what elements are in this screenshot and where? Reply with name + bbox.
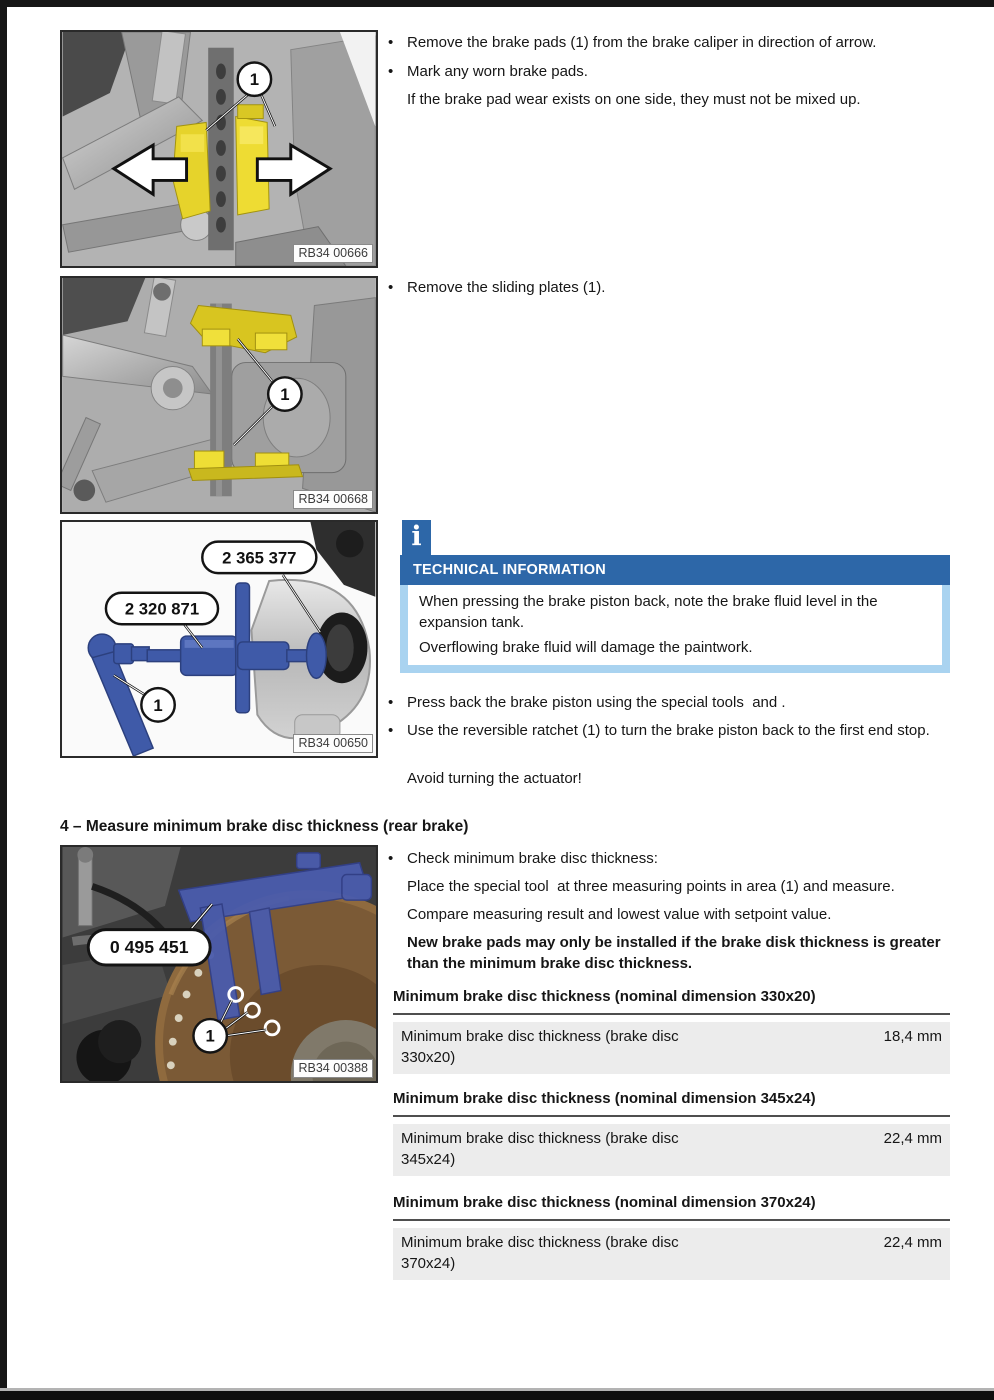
figure-caption: RB34 00650 xyxy=(293,734,373,753)
divider xyxy=(393,1013,950,1015)
figure-caption: RB34 00668 xyxy=(293,490,373,509)
spec-label: Minimum brake disc thickness (brake disc 330x20) xyxy=(401,1028,679,1066)
divider xyxy=(393,1115,950,1117)
bullet-icon xyxy=(388,32,407,53)
warning-text: New brake pads may only be installed if the brake disk thickness is greater than the minimum brake disc thickness. xyxy=(407,934,941,972)
table-row xyxy=(393,1228,950,1280)
instruction-bullet xyxy=(388,61,953,82)
figure-sliding-plates xyxy=(60,276,378,514)
figure-disc-measurement xyxy=(60,845,378,1083)
spec-label: Minimum brake disc thickness (brake disc 370x24) xyxy=(401,1234,679,1272)
instruction-note: Compare measuring result and lowest value with setpoint value. xyxy=(407,906,832,923)
instruction-bullet xyxy=(388,32,953,53)
bullet-icon xyxy=(388,720,407,741)
info-box-text: Overflowing brake fluid will damage the paintwork. xyxy=(419,639,753,656)
bullet-icon xyxy=(388,848,407,869)
figure-caption: RB34 00666 xyxy=(293,244,373,263)
spec-value: 18,4 mm xyxy=(883,1028,942,1045)
page-top-border xyxy=(0,0,994,7)
callout-tool-label: 0 495 451 xyxy=(109,937,189,958)
bullet-icon xyxy=(388,692,407,713)
sliding-plate-bottom xyxy=(194,451,223,469)
callout-tool-b-label: 2 320 871 xyxy=(124,599,200,619)
spec-value: 22,4 mm xyxy=(883,1234,942,1251)
disc-measurement-photo xyxy=(62,847,376,1081)
spec-table-heading: Minimum brake disc thickness (nominal dimension 330x20) xyxy=(393,988,816,1005)
spec-table-heading: Minimum brake disc thickness (nominal dimension 370x24) xyxy=(393,1194,816,1211)
instruction-text: Press back the brake piston using the special tools and . xyxy=(407,694,786,711)
callout-tool-a-label: 2 365 377 xyxy=(222,548,297,568)
spec-label: Minimum brake disc thickness (brake disc 345x24) xyxy=(401,1130,679,1168)
info-box-title: TECHNICAL INFORMATION xyxy=(400,555,950,585)
section-heading: 4 – Measure minimum brake disc thickness (rear brake) xyxy=(60,818,469,835)
table-row xyxy=(393,1022,950,1074)
bullet-icon xyxy=(388,277,407,298)
brake-pads-illustration xyxy=(62,32,376,266)
page-bottom-border xyxy=(0,1388,994,1400)
instruction-bullet xyxy=(388,277,953,298)
instruction-text: Check minimum brake disc thickness: xyxy=(407,850,658,867)
sliding-plates-illustration xyxy=(62,278,376,512)
callout-1-label: 1 xyxy=(280,384,290,404)
spec-value: 22,4 mm xyxy=(883,1130,942,1147)
spec-table-345x24 xyxy=(393,1088,950,1176)
bullet-icon xyxy=(388,61,407,82)
figure-brake-pads xyxy=(60,30,378,268)
figure-special-tools xyxy=(60,520,378,758)
instruction-note: Place the special tool at three measuring points in area (1) and measure. xyxy=(407,878,895,895)
callout-1-label: 1 xyxy=(153,695,163,715)
callout-1-label: 1 xyxy=(249,70,260,90)
table-row xyxy=(393,1124,950,1176)
instruction-note: If the brake pad wear exists on one side, they must not be mixed up. xyxy=(407,91,861,108)
special-tools-illustration xyxy=(62,522,376,756)
instruction-text: Use the reversible ratchet (1) to turn the brake piston back to the first end stop. xyxy=(407,722,930,739)
spec-table-heading: Minimum brake disc thickness (nominal dimension 345x24) xyxy=(393,1090,816,1107)
instruction-bullet xyxy=(388,720,948,741)
instruction-bullet xyxy=(388,848,953,869)
instruction-bullet xyxy=(388,692,953,713)
callout-1-label: 1 xyxy=(205,1026,215,1046)
info-icon: i xyxy=(402,520,431,555)
spec-table-330x20 xyxy=(393,986,950,1074)
info-box xyxy=(400,585,950,673)
instruction-text: Remove the sliding plates (1). xyxy=(407,279,606,296)
instruction-text: Remove the brake pads (1) from the brake caliper in direction of arrow. xyxy=(407,34,877,51)
spec-table-370x24 xyxy=(393,1192,950,1280)
divider xyxy=(393,1219,950,1221)
instruction-text: Mark any worn brake pads. xyxy=(407,63,588,80)
instruction-note: Avoid turning the actuator! xyxy=(407,770,582,787)
page-left-border xyxy=(0,0,7,1400)
figure-caption: RB34 00388 xyxy=(293,1059,373,1078)
info-box-text: When pressing the brake piston back, note the brake fluid level in the expansion tank. xyxy=(419,593,878,631)
